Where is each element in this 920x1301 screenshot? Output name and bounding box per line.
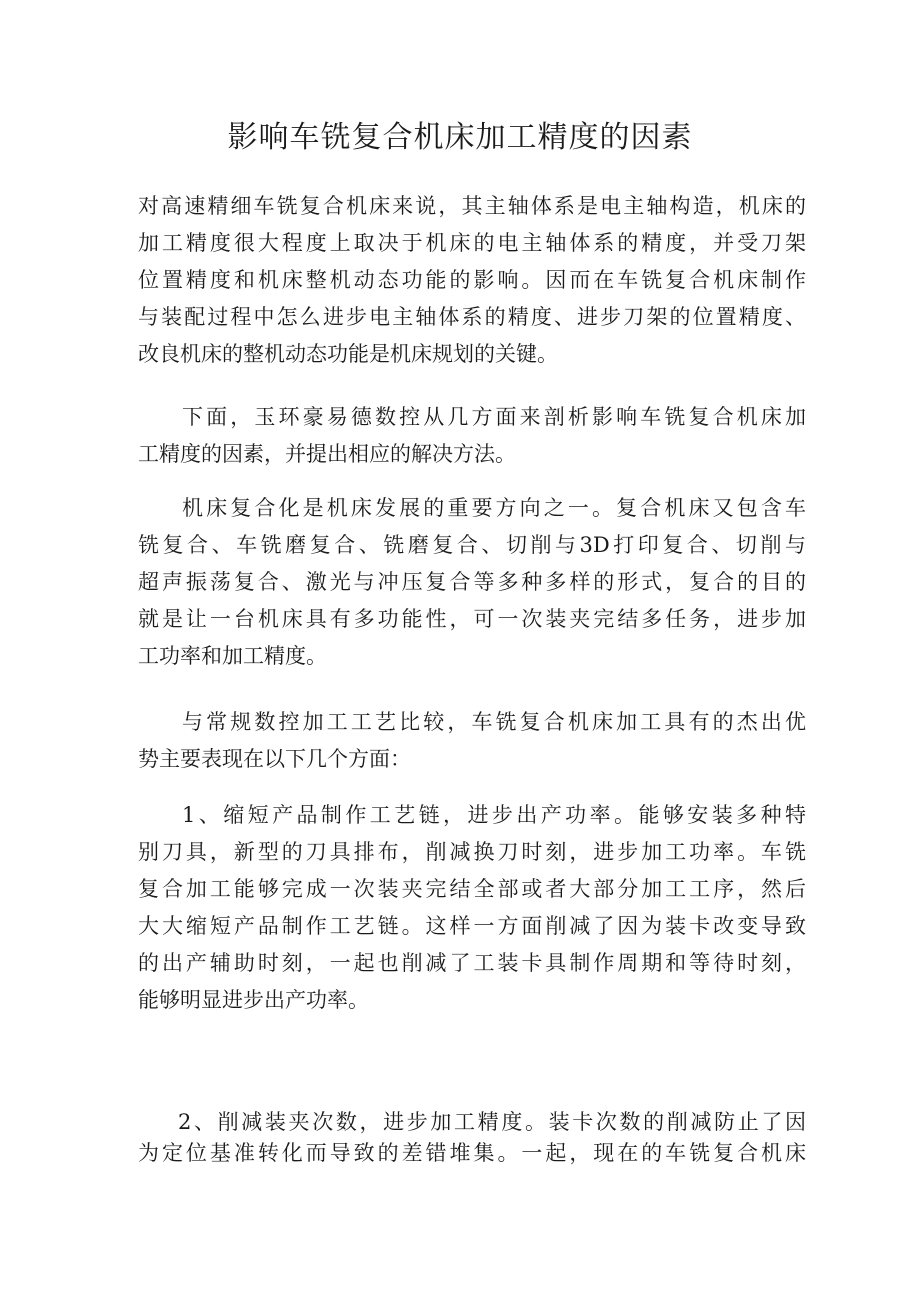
text-line: 工功率和加工精度。 bbox=[138, 644, 327, 668]
text-line: 加工精度很大程度上取决于机床的电主轴体系的精度，并受刀架 bbox=[138, 231, 806, 255]
text-line: 与常规数控加工工艺比较，车铣复合机床加工具有的杰出优 bbox=[182, 710, 806, 734]
text-line: 铣复合、车铣磨复合、铣磨复合、切削与3D打印复合、切削与 bbox=[138, 533, 806, 557]
document-title: 影响车铣复合机床加工精度的因素 bbox=[227, 120, 693, 155]
text-line: 超声振荡复合、激光与冲压复合等多种多样的形式，复合的目的 bbox=[138, 570, 806, 594]
text-line: 对高速精细车铣复合机床来说，其主轴体系是电主轴构造，机床的 bbox=[138, 194, 806, 218]
text-line: 下面，玉环豪易德数控从几方面来剖析影响车铣复合机床加 bbox=[182, 405, 806, 429]
text-line: 工精度的因素，并提出相应的解决方法。 bbox=[138, 442, 516, 466]
text-line: 的出产辅助时刻，一起也削减了工装卡具制作周期和等待时刻， bbox=[138, 951, 806, 975]
text-line: 位置精度和机床整机动态功能的影响。因而在车铣复合机床制作 bbox=[138, 268, 806, 292]
paragraph-1 bbox=[138, 188, 806, 373]
text-line: 机床复合化是机床发展的重要方向之一。复合机床又包含车 bbox=[182, 496, 806, 520]
paragraph-3 bbox=[138, 490, 806, 675]
text-line: 就是让一台机床具有多功能性，可一次装夹完结多任务，进步加 bbox=[138, 607, 806, 631]
text-line: 与装配过程中怎么进步电主轴体系的精度、进步刀架的位置精度、 bbox=[138, 305, 806, 329]
text-line: 为定位基准转化而导致的差错堆集。一起，现在的车铣复合机床 bbox=[138, 1141, 806, 1165]
text-line: 2、削减装夹次数，进步加工精度。装卡次数的削减防止了因 bbox=[178, 1110, 806, 1134]
text-line: 别刀具，新型的刀具排布，削减换刀时刻，进步加工功率。车铣 bbox=[138, 840, 806, 864]
text-line: 能够明显进步出产功率。 bbox=[138, 988, 369, 1012]
text-line: 大大缩短产品制作工艺链。这样一方面削减了因为装卡改变导致 bbox=[138, 914, 806, 938]
text-line: 势主要表现在以下几个方面： bbox=[138, 747, 411, 771]
paragraph-2 bbox=[138, 399, 806, 473]
paragraph-4 bbox=[138, 704, 806, 778]
text-line: 改良机床的整机动态功能是机床规划的关键。 bbox=[138, 342, 558, 366]
text-line: 复合加工能够完成一次装夹完结全部或者大部分加工工序，然后 bbox=[138, 877, 806, 901]
paragraph-5 bbox=[138, 797, 806, 1019]
text-line: 1、缩短产品制作工艺链，进步出产功率。能够安装多种特 bbox=[182, 803, 806, 827]
paragraph-6 bbox=[138, 1107, 806, 1169]
